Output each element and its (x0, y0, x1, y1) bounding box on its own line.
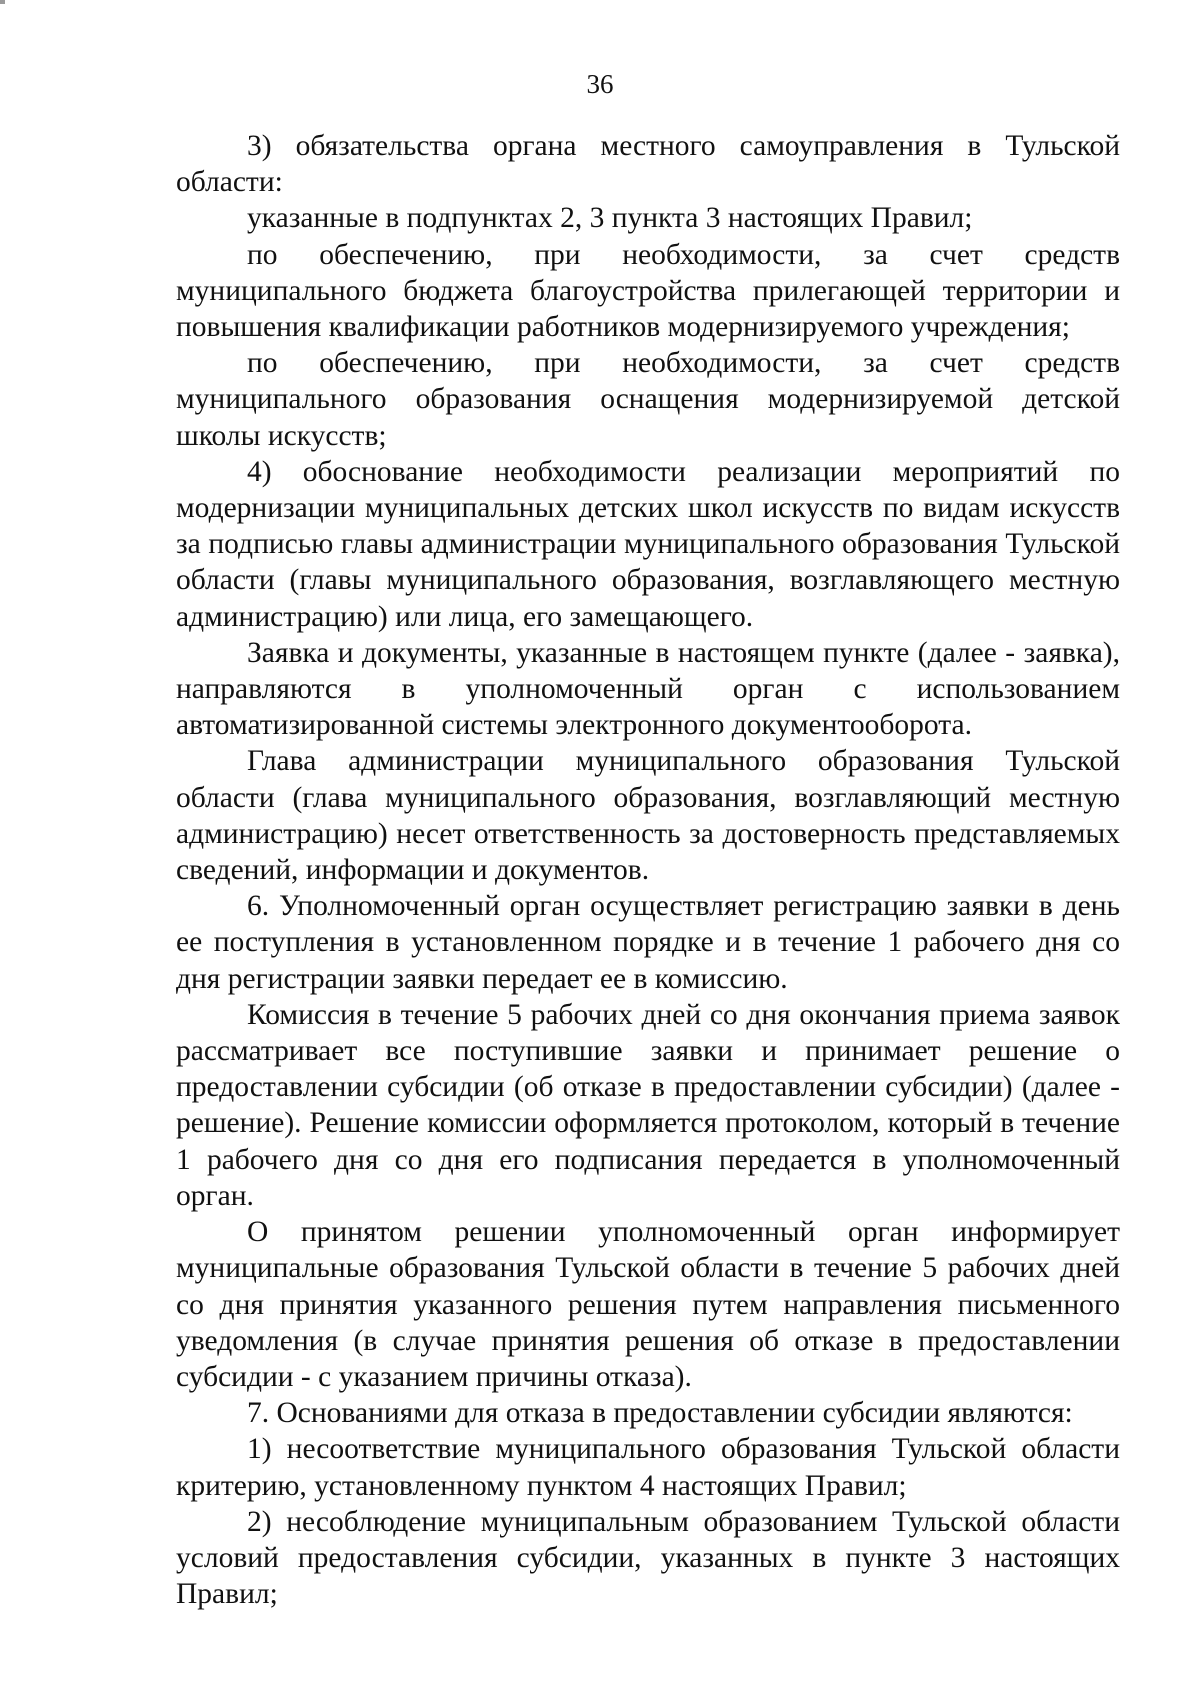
page-number: 36 (586, 69, 614, 99)
paragraph-obligations-item-2: по обеспечению, при необходимости, за счет средств муниципального бюджета благоустройства прилегающей территории и повышения квалификации работников модернизируемого учреждения; (176, 238, 1120, 344)
paragraph-obligations-item-3: по обеспечению, при необходимости, за счет средств муниципального образования оснащения модернизируемой детской школы искусств; (176, 347, 1120, 452)
paragraph-obligations-item-1: указанные в подпунктах 2, 3 пункта 3 настоящих Правил; (247, 202, 973, 235)
paragraph-refusal-ground-1: 1) несоответствие муниципального образования Тульской области критерию, установленному пунктом 4 настоящих Правил; (176, 1433, 1120, 1502)
paragraph-decision-notification: О принятом решении уполномоченный орган информирует муниципальные образования Тульской области в течение 5 рабочих дней со дня принятия указанного решения путем направления письменного уведомления (в случае принятия решения об отказе в предоставлении субсидии - с указанием причины отказа). (176, 1216, 1120, 1393)
paragraph-justification: 4) обоснование необходимости реализации мероприятий по модернизации муниципальных детских школ искусств по видам искусств за подписью главы администрации муниципального образования Тульской области (главы муниципального образования, возглавляющего местную администрацию) или лица, его замещающего. (176, 455, 1120, 633)
paragraph-refusal-ground-2: 2) несоблюдение муниципальным образованием Тульской области условий предоставления субсидии, указанных в пункте 3 настоящих Правил; (176, 1505, 1120, 1611)
paragraph-section-6-registration: 6. Уполномоченный орган осуществляет регистрацию заявки в день ее поступления в установленном порядке и в течение 1 рабочего дня со дня регистрации заявки передает ее в комиссию. (176, 890, 1120, 995)
paragraph-application-submission: Заявка и документы, указанные в настоящем пункте (далее - заявка), направляются в уполномоченный орган с использованием автоматизированной системы электронного документооборота. (176, 636, 1120, 742)
document-body (176, 128, 1120, 1612)
paragraph-section-7-refusal-grounds: 7. Основаниями для отказа в предоставлении субсидии являются: (247, 1397, 1073, 1430)
paragraph-commission-review: Комиссия в течение 5 рабочих дней со дня окончания приема заявок рассматривает все поступившие заявки и принимает решение о предоставлении субсидии (об отказе в предоставлении субсидии) (далее - решение). Решение комиссии оформляется протоколом, который в течение 1 рабочего дня со дня его подписания передается в уполномоченный орган. (176, 998, 1120, 1212)
scan-artifact-mark (0, 0, 5, 4)
paragraph-obligations-heading: 3) обязательства органа местного самоуправления в Тульской области: (176, 130, 1120, 199)
paragraph-head-responsibility: Глава администрации муниципального образования Тульской области (глава муниципального образования, возглавляющий местную администрацию) несет ответственность за достоверность представляемых сведений, информации и документов. (176, 745, 1120, 887)
